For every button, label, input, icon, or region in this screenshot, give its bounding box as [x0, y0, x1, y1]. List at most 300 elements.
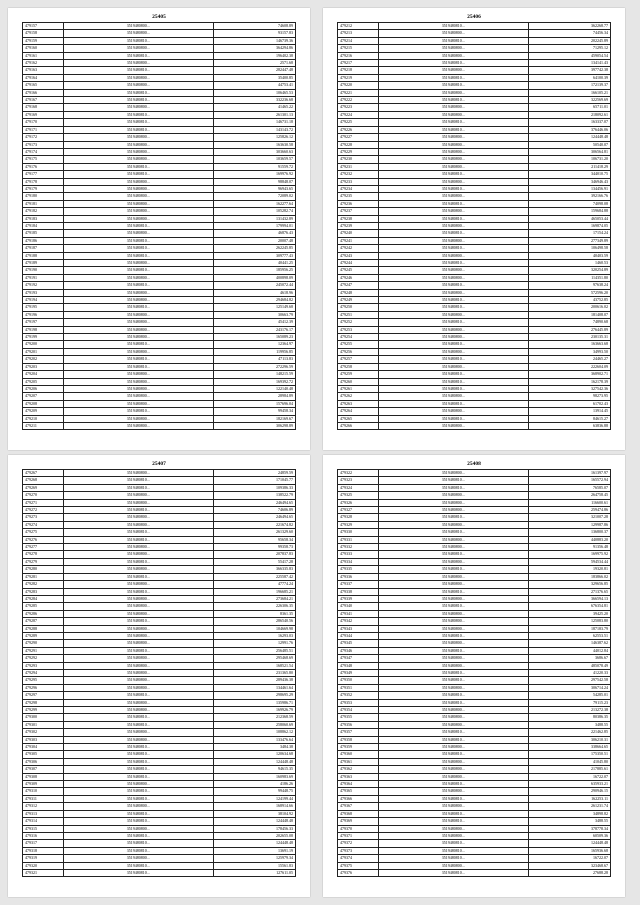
table-row — [338, 252, 611, 259]
account-number-cell: 3519480800... — [63, 185, 213, 192]
table-row — [338, 385, 611, 392]
amount-cell: 320254.89 — [528, 267, 610, 274]
account-number-cell: 3519480800... — [378, 363, 528, 370]
row-id-cell: 479287 — [23, 618, 64, 625]
account-number-cell: 3519480810... — [63, 862, 213, 869]
account-number-cell: 3519480810... — [378, 603, 528, 610]
row-id-cell: 479294 — [23, 669, 64, 676]
row-id-cell: 479238 — [338, 215, 379, 222]
row-id-cell: 479301 — [23, 721, 64, 728]
account-number-cell: 3519480810... — [63, 869, 213, 876]
account-number-cell: 3519480800... — [378, 581, 528, 588]
table-row — [338, 82, 611, 89]
row-id-cell: 479313 — [23, 810, 64, 817]
amount-cell: 366335.83 — [213, 566, 295, 573]
amount-cell: 397742.38 — [528, 67, 610, 74]
account-number-cell: 3519480810... — [63, 529, 213, 536]
amount-cell: 169926.79 — [213, 707, 295, 714]
table-row — [23, 134, 296, 141]
amount-cell: 133476.64 — [213, 736, 295, 743]
table-row — [338, 544, 611, 551]
amount-cell: 17154.24 — [528, 230, 610, 237]
amount-cell: 104669.98 — [213, 625, 295, 632]
table-row — [23, 751, 296, 758]
row-id-cell: 479162 — [23, 60, 64, 67]
amount-cell: 55417.28 — [213, 558, 295, 565]
row-id-cell: 479360 — [338, 751, 379, 758]
table-row — [23, 677, 296, 684]
account-number-cell: 3519480810... — [378, 840, 528, 847]
table-row — [23, 400, 296, 407]
account-number-cell: 3519480810... — [63, 818, 213, 825]
row-id-cell: 479299 — [23, 707, 64, 714]
row-id-cell: 479245 — [338, 267, 379, 274]
table-row — [338, 230, 611, 237]
table-row — [23, 67, 296, 74]
amount-cell: 295468.69 — [213, 655, 295, 662]
amount-cell: 114351.80 — [528, 274, 610, 281]
table-row — [338, 477, 611, 484]
document-page-3 — [8, 455, 310, 897]
amount-cell: 264758.45 — [528, 492, 610, 499]
row-id-cell: 479200 — [23, 341, 64, 348]
table-row — [338, 573, 611, 580]
table-row — [338, 529, 611, 536]
account-number-cell: 3519480810... — [378, 319, 528, 326]
row-id-cell: 479207 — [23, 393, 64, 400]
account-number-cell: 3519480800... — [63, 684, 213, 691]
account-number-cell: 3519480800... — [63, 544, 213, 551]
amount-cell: 12991.76 — [213, 640, 295, 647]
account-number-cell: 3519480800... — [378, 640, 528, 647]
table-row — [338, 603, 611, 610]
table-row — [338, 119, 611, 126]
amount-cell: 165572.94 — [528, 477, 610, 484]
row-id-cell: 479307 — [23, 766, 64, 773]
row-id-cell: 479295 — [23, 677, 64, 684]
row-id-cell: 479252 — [338, 319, 379, 326]
row-id-cell: 479188 — [23, 252, 64, 259]
account-number-cell: 3519480800... — [63, 141, 213, 148]
amount-cell: 27688.28 — [528, 869, 610, 876]
amount-cell: 105282.74 — [213, 208, 295, 215]
amount-cell: 43752.85 — [528, 297, 610, 304]
row-id-cell: 479202 — [23, 356, 64, 363]
table-row — [338, 111, 611, 118]
account-number-cell: 3519480810... — [63, 477, 213, 484]
amount-cell: 162277.64 — [213, 200, 295, 207]
row-id-cell: 479323 — [338, 477, 379, 484]
account-number-cell: 3519480810... — [378, 529, 528, 536]
table-row — [338, 282, 611, 289]
amount-cell: 15561.83 — [213, 862, 295, 869]
table-row — [338, 30, 611, 37]
account-number-cell: 3519480800... — [63, 319, 213, 326]
account-number-cell: 3519480810... — [63, 832, 213, 839]
table-row — [23, 348, 296, 355]
amount-cell: 212368.59 — [213, 714, 295, 721]
row-id-cell: 479174 — [23, 148, 64, 155]
row-id-cell: 479185 — [23, 230, 64, 237]
table-row — [23, 655, 296, 662]
account-number-cell: 3519480800... — [63, 669, 213, 676]
amount-cell: 221674.82 — [213, 521, 295, 528]
amount-cell: 165089.23 — [213, 334, 295, 341]
amount-cell: 202655.08 — [213, 832, 295, 839]
account-number-cell: 3519480810... — [63, 558, 213, 565]
amount-cell: 97638.24 — [528, 282, 610, 289]
amount-cell: 376446.06 — [528, 126, 610, 133]
account-number-cell: 3519480810... — [63, 751, 213, 758]
account-number-cell: 3519480800... — [63, 499, 213, 506]
table-row — [338, 363, 611, 370]
table-row — [338, 422, 611, 429]
account-number-cell: 3519480810... — [63, 766, 213, 773]
table-row — [23, 326, 296, 333]
account-number-cell: 3519480810... — [63, 37, 213, 44]
amount-cell: 262245.85 — [213, 245, 295, 252]
row-id-cell: 479157 — [23, 23, 64, 30]
amount-cell: 276445.89 — [528, 326, 610, 333]
account-number-cell: 3519480810... — [63, 282, 213, 289]
table-row — [23, 788, 296, 795]
account-number-cell: 3519480810... — [378, 185, 528, 192]
row-id-cell: 479305 — [23, 751, 64, 758]
row-id-cell: 479366 — [338, 795, 379, 802]
row-id-cell: 479225 — [338, 119, 379, 126]
row-id-cell: 479362 — [338, 766, 379, 773]
table-row — [338, 104, 611, 111]
row-id-cell: 479240 — [338, 230, 379, 237]
account-number-cell: 3519480800... — [63, 662, 213, 669]
row-id-cell: 479271 — [23, 499, 64, 506]
amount-cell: 183866.02 — [528, 573, 610, 580]
amount-cell: 98273.95 — [528, 393, 610, 400]
row-id-cell: 479350 — [338, 677, 379, 684]
table-row — [23, 119, 296, 126]
amount-cell: 298695.29 — [213, 692, 295, 699]
row-id-cell: 479332 — [338, 544, 379, 551]
row-id-cell: 479233 — [338, 178, 379, 185]
amount-cell: 94615.35 — [213, 766, 295, 773]
account-number-cell: 3519480810... — [63, 356, 213, 363]
row-id-cell: 479319 — [23, 855, 64, 862]
account-number-cell: 3519480810... — [63, 795, 213, 802]
amount-cell: 400898.09 — [213, 274, 295, 281]
table-row — [23, 581, 296, 588]
row-id-cell: 479365 — [338, 788, 379, 795]
account-number-cell: 3519480800... — [378, 393, 528, 400]
amount-cell: 109386.33 — [213, 484, 295, 491]
account-number-cell: 3519480800... — [378, 825, 528, 832]
row-id-cell: 479180 — [23, 193, 64, 200]
table-row — [338, 781, 611, 788]
row-id-cell: 479212 — [338, 23, 379, 30]
account-number-cell: 3519480800... — [63, 289, 213, 296]
row-id-cell: 479213 — [338, 30, 379, 37]
table-row — [338, 655, 611, 662]
account-number-cell: 3519480810... — [378, 855, 528, 862]
table-row — [23, 573, 296, 580]
table-row — [23, 536, 296, 543]
row-id-cell: 479364 — [338, 781, 379, 788]
row-id-cell: 479372 — [338, 840, 379, 847]
amount-cell: 24465.27 — [528, 356, 610, 363]
account-number-cell: 3519480810... — [63, 97, 213, 104]
table-row — [338, 126, 611, 133]
table-row — [23, 178, 296, 185]
table-row — [338, 141, 611, 148]
account-number-cell: 3519480800... — [378, 334, 528, 341]
amount-cell: 65711.01 — [528, 104, 610, 111]
account-number-cell: 3519480800... — [63, 156, 213, 163]
account-number-cell: 3519480800... — [63, 326, 213, 333]
table-row — [23, 252, 296, 259]
table-row — [23, 714, 296, 721]
table-row — [23, 721, 296, 728]
row-id-cell: 479251 — [338, 311, 379, 318]
table-row — [23, 274, 296, 281]
table-row — [23, 847, 296, 854]
table-row — [23, 237, 296, 244]
amount-cell: 303660.63 — [213, 148, 295, 155]
table-row — [338, 581, 611, 588]
amount-cell: 124448.48 — [528, 134, 610, 141]
table-row — [23, 37, 296, 44]
row-id-cell: 479178 — [23, 178, 64, 185]
table-row — [23, 855, 296, 862]
table-row — [338, 304, 611, 311]
table-row — [23, 267, 296, 274]
amount-cell: 175350.51 — [528, 751, 610, 758]
amount-cell: 134456.91 — [528, 185, 610, 192]
amount-cell: 635933.21 — [528, 781, 610, 788]
table-row — [23, 773, 296, 780]
row-id-cell: 479219 — [338, 74, 379, 81]
account-number-cell: 3519480800... — [378, 104, 528, 111]
row-id-cell: 479260 — [338, 378, 379, 385]
amount-cell: 95658.34 — [213, 536, 295, 543]
row-id-cell: 479216 — [338, 52, 379, 59]
amount-cell: 594534.44 — [528, 558, 610, 565]
amount-cell: 74890.68 — [528, 319, 610, 326]
page-number: 25407 — [152, 461, 166, 467]
amount-cell: 259474.86 — [528, 507, 610, 514]
amount-cell: 98848.07 — [213, 178, 295, 185]
row-id-cell: 479302 — [23, 729, 64, 736]
account-number-cell: 3519480810... — [378, 82, 528, 89]
account-number-cell: 3519480800... — [63, 334, 213, 341]
amount-cell: 103659.57 — [213, 156, 295, 163]
table-row — [338, 74, 611, 81]
amount-cell: 61702.43 — [528, 400, 610, 407]
table-row — [338, 37, 611, 44]
account-number-cell: 3519480810... — [378, 818, 528, 825]
account-number-cell: 3519480810... — [378, 23, 528, 30]
account-number-cell: 3519480800... — [378, 558, 528, 565]
row-id-cell: 479229 — [338, 148, 379, 155]
account-number-cell: 3519480810... — [378, 356, 528, 363]
table-row — [338, 795, 611, 802]
amount-cell: 322569.69 — [528, 97, 610, 104]
row-id-cell: 479349 — [338, 669, 379, 676]
amount-cell: 329656.85 — [528, 581, 610, 588]
table-row — [23, 684, 296, 691]
table-row — [23, 529, 296, 536]
account-number-cell: 3519480800... — [378, 618, 528, 625]
amount-cell: 2571.68 — [213, 60, 295, 67]
amount-cell: 99358.73 — [213, 544, 295, 551]
table-row — [23, 595, 296, 602]
amount-cell: 76585.07 — [528, 484, 610, 491]
table-row — [23, 507, 296, 514]
amount-cell: 39425.20 — [528, 610, 610, 617]
amount-cell: 12364.97 — [213, 341, 295, 348]
amount-cell: 91356.48 — [528, 544, 610, 551]
amount-cell: 3484.38 — [213, 744, 295, 751]
table-row — [23, 311, 296, 318]
row-id-cell: 479263 — [338, 400, 379, 407]
table-row — [338, 662, 611, 669]
account-number-cell: 3519480810... — [63, 89, 213, 96]
table-row — [23, 393, 296, 400]
table-row — [338, 677, 611, 684]
row-id-cell: 479232 — [338, 171, 379, 178]
row-id-cell: 479290 — [23, 640, 64, 647]
table-row — [23, 97, 296, 104]
amount-cell: 136800.37 — [528, 529, 610, 536]
account-number-cell: 3519480810... — [378, 200, 528, 207]
account-number-cell: 3519480800... — [63, 208, 213, 215]
amount-cell: 71295.12 — [528, 45, 610, 52]
amount-cell: 19320.81 — [528, 566, 610, 573]
row-id-cell: 479342 — [338, 618, 379, 625]
row-id-cell: 479308 — [23, 773, 64, 780]
amount-cell: 368902.71 — [528, 371, 610, 378]
amount-cell: 221462.85 — [528, 729, 610, 736]
row-id-cell: 479315 — [23, 825, 64, 832]
table-row — [338, 669, 611, 676]
account-number-cell: 3519480810... — [378, 385, 528, 392]
table-row — [23, 699, 296, 706]
amount-cell: 125149.68 — [213, 304, 295, 311]
row-id-cell: 479187 — [23, 245, 64, 252]
table-row — [23, 766, 296, 773]
table-row — [23, 378, 296, 385]
table-row — [338, 408, 611, 415]
row-id-cell: 479192 — [23, 282, 64, 289]
row-id-cell: 479255 — [338, 341, 379, 348]
account-number-cell: 3519480800... — [63, 393, 213, 400]
table-row — [338, 356, 611, 363]
account-number-cell: 3519480800... — [378, 470, 528, 477]
account-number-cell: 3519480810... — [378, 119, 528, 126]
data-table — [337, 22, 611, 430]
row-id-cell: 479249 — [338, 297, 379, 304]
row-id-cell: 479284 — [23, 595, 64, 602]
account-number-cell: 3519480810... — [63, 810, 213, 817]
account-number-cell: 3519480810... — [378, 245, 528, 252]
account-number-cell: 3519480810... — [63, 163, 213, 170]
account-number-cell: 3519480810... — [63, 52, 213, 59]
amount-cell: 84615.27 — [528, 415, 610, 422]
table-row — [338, 632, 611, 639]
account-number-cell: 3519480800... — [63, 200, 213, 207]
account-number-cell: 3519480810... — [378, 371, 528, 378]
row-id-cell: 479158 — [23, 30, 64, 37]
table-row — [23, 818, 296, 825]
account-number-cell: 3519480810... — [378, 669, 528, 676]
table-row — [338, 595, 611, 602]
account-number-cell: 3519480800... — [63, 371, 213, 378]
amount-cell: 362268.77 — [528, 23, 610, 30]
amount-cell: 676354.81 — [528, 603, 610, 610]
row-id-cell: 479286 — [23, 610, 64, 617]
amount-cell: 211418.29 — [528, 163, 610, 170]
row-id-cell: 479230 — [338, 156, 379, 163]
amount-cell: 392166.76 — [528, 193, 610, 200]
account-number-cell: 3519480800... — [63, 595, 213, 602]
amount-cell: 459054.54 — [528, 52, 610, 59]
table-row — [338, 171, 611, 178]
amount-cell: 20007.48 — [213, 237, 295, 244]
amount-cell: 24859.59 — [213, 470, 295, 477]
account-number-cell: 3519480800... — [63, 178, 213, 185]
table-row — [338, 89, 611, 96]
table-row — [23, 230, 296, 237]
table-row — [338, 415, 611, 422]
table-row — [338, 185, 611, 192]
account-number-cell: 3519480800... — [378, 610, 528, 617]
account-number-cell: 3519480810... — [63, 744, 213, 751]
amount-cell: 125083.80 — [528, 618, 610, 625]
account-number-cell: 3519480800... — [378, 507, 528, 514]
amount-cell: 207837.83 — [213, 551, 295, 558]
table-row — [338, 588, 611, 595]
row-id-cell: 479340 — [338, 603, 379, 610]
amount-cell: 3488.55 — [528, 721, 610, 728]
row-id-cell: 479257 — [338, 356, 379, 363]
table-row — [23, 729, 296, 736]
table-row — [338, 699, 611, 706]
amount-cell: 91559.72 — [213, 163, 295, 170]
account-number-cell: 3519480800... — [378, 267, 528, 274]
table-row — [23, 200, 296, 207]
account-number-cell: 3519480800... — [378, 707, 528, 714]
account-number-cell: 3519480810... — [378, 588, 528, 595]
amount-cell: 272296.59 — [213, 363, 295, 370]
row-id-cell: 479223 — [338, 104, 379, 111]
row-id-cell: 479248 — [338, 289, 379, 296]
table-row — [23, 126, 296, 133]
table-row — [338, 499, 611, 506]
row-id-cell: 479265 — [338, 415, 379, 422]
amount-cell: 44012.84 — [528, 647, 610, 654]
row-id-cell: 479244 — [338, 260, 379, 267]
table-row — [338, 536, 611, 543]
account-number-cell: 3519480810... — [378, 60, 528, 67]
table-row — [338, 862, 611, 869]
row-id-cell: 479334 — [338, 558, 379, 565]
amount-cell: 129987.86 — [528, 521, 610, 528]
amount-cell: 3488.55 — [528, 818, 610, 825]
row-id-cell: 479267 — [23, 470, 64, 477]
amount-cell: 171045.77 — [213, 477, 295, 484]
table-row — [338, 52, 611, 59]
row-id-cell: 479346 — [338, 647, 379, 654]
amount-cell: 34993.50 — [528, 348, 610, 355]
amount-cell: 261301.13 — [213, 111, 295, 118]
